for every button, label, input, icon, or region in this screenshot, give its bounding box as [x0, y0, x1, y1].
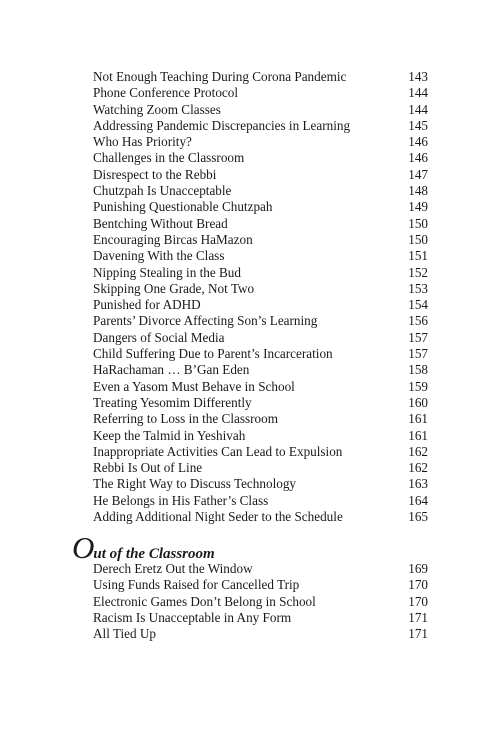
- toc-entry: [93, 330, 428, 346]
- toc-entry-page-number: 169: [408, 561, 428, 576]
- toc-entry-page-number: 164: [408, 492, 428, 508]
- toc-entry-title: Not Enough Teaching During Corona Pandemic: [93, 69, 347, 84]
- toc-entry: [93, 118, 428, 134]
- toc-entry: [93, 346, 428, 362]
- toc-entry: [93, 362, 428, 378]
- toc-entry: [93, 265, 428, 281]
- toc-entry: [93, 183, 428, 199]
- toc-entry-page-number: 144: [408, 85, 428, 101]
- toc-entry: [93, 411, 428, 427]
- toc-entry-page-number: 171: [408, 626, 428, 642]
- toc-list-out-of-classroom: [93, 561, 428, 642]
- toc-entry-page-number: 146: [408, 134, 428, 150]
- toc-entry-page-number: 143: [408, 69, 428, 84]
- toc-entry-page-number: 170: [408, 593, 428, 609]
- toc-entry: [93, 460, 428, 476]
- toc-entry-title: Punished for ADHD: [93, 297, 201, 313]
- toc-entry-page-number: 171: [408, 609, 428, 625]
- toc-entry-page-number: 154: [408, 297, 428, 313]
- toc-entry: [93, 444, 428, 460]
- toc-entry-title: All Tied Up: [93, 626, 157, 642]
- toc-entry-title: Chutzpah Is Unacceptable: [93, 183, 232, 199]
- toc-entry-title: Punishing Questionable Chutzpah: [93, 199, 273, 215]
- toc-entry-title: The Right Way to Discuss Technology: [93, 476, 297, 492]
- toc-entry: [93, 232, 428, 248]
- toc-entry: [93, 561, 428, 577]
- toc-entry-page-number: 156: [408, 313, 428, 329]
- toc-entry: [93, 281, 428, 297]
- toc-entry: [93, 248, 428, 264]
- toc-entry-title: Disrespect to the Rebbi: [93, 166, 217, 182]
- toc-entry: [93, 85, 428, 101]
- toc-entry-page-number: 150: [408, 215, 428, 231]
- toc-entry-page-number: 161: [408, 427, 428, 443]
- toc-list-continued: [93, 69, 428, 525]
- toc-entry-page-number: 157: [408, 346, 428, 362]
- toc-entry-title: Dangers of Social Media: [93, 329, 225, 345]
- toc-entry-title: Watching Zoom Classes: [93, 101, 221, 117]
- toc-entry-title: Phone Conference Protocol: [93, 85, 239, 101]
- toc-entry-title: Keep the Talmid in Yeshivah: [93, 427, 246, 443]
- toc-entry-page-number: 148: [408, 183, 428, 199]
- toc-entry: [93, 313, 428, 329]
- toc-entry: [93, 594, 428, 610]
- toc-entry-title: Electronic Games Don’t Belong in School: [93, 593, 316, 609]
- toc-entry-title: Rebbi Is Out of Line: [93, 460, 203, 476]
- toc-entry-title: Adding Additional Night Seder to the Schedule: [93, 509, 343, 525]
- toc-entry: [93, 134, 428, 150]
- toc-entry: [93, 199, 428, 215]
- toc-entry-title: Who Has Priority?: [93, 134, 192, 150]
- toc-entry-page-number: 159: [408, 378, 428, 394]
- toc-entry-title: Inappropriate Activities Can Lead to Expulsion: [93, 443, 343, 459]
- toc-entry-title: Nipping Stealing in the Bud: [93, 264, 241, 280]
- toc-entry-title: Treating Yesomim Differently: [93, 394, 252, 410]
- toc-entry-page-number: 170: [408, 577, 428, 593]
- toc-entry: [93, 610, 428, 626]
- toc-entry-page-number: 151: [408, 248, 428, 264]
- toc-entry-title: Using Funds Raised for Cancelled Trip: [93, 577, 300, 593]
- toc-entry: [93, 102, 428, 118]
- toc-entry-page-number: 165: [408, 509, 428, 525]
- toc-entry: [93, 577, 428, 593]
- toc-entry-title: Child Suffering Due to Parent’s Incarceration: [93, 346, 333, 362]
- toc-entry-title: Skipping One Grade, Not Two: [93, 280, 255, 296]
- toc-entry: [93, 509, 428, 525]
- toc-entry-page-number: 144: [408, 101, 428, 117]
- toc-entry-title: Referring to Loss in the Classroom: [93, 411, 278, 427]
- toc-entry-title: Even a Yasom Must Behave in School: [93, 378, 295, 394]
- toc-entry-page-number: 153: [408, 280, 428, 296]
- toc-entry: [93, 626, 428, 642]
- toc-entry-title: Racism Is Unacceptable in Any Form: [93, 609, 292, 625]
- toc-entry-page-number: 150: [408, 231, 428, 247]
- toc-entry: [93, 476, 428, 492]
- toc-entry-page-number: 145: [408, 117, 428, 133]
- toc-entry-page-number: 147: [408, 166, 428, 182]
- toc-entry: [93, 428, 428, 444]
- section-heading-rest: ut of the Classroom: [93, 546, 215, 562]
- toc-entry-page-number: 158: [408, 362, 428, 378]
- toc-entry-title: He Belongs in His Father’s Class: [93, 492, 269, 508]
- toc-entry-page-number: 152: [408, 264, 428, 280]
- toc-entry-page-number: 157: [408, 329, 428, 345]
- toc-entry: [93, 379, 428, 395]
- toc-entry-page-number: 163: [408, 476, 428, 492]
- toc-entry: [93, 216, 428, 232]
- toc-entry-title: Davening With the Class: [93, 248, 225, 264]
- toc-entry: [93, 150, 428, 166]
- toc-entry-title: Derech Eretz Out the Window: [93, 561, 253, 576]
- toc-entry: [93, 69, 428, 85]
- toc-entry: [93, 167, 428, 183]
- toc-entry-page-number: 160: [408, 394, 428, 410]
- toc-entry-title: Challenges in the Classroom: [93, 150, 245, 166]
- toc-entry: [93, 395, 428, 411]
- toc-entry-title: Encouraging Bircas HaMazon: [93, 231, 253, 247]
- toc-entry-page-number: 162: [408, 443, 428, 459]
- toc-entry-page-number: 162: [408, 460, 428, 476]
- toc-entry-page-number: 146: [408, 150, 428, 166]
- toc-entry: [93, 297, 428, 313]
- toc-entry: [93, 493, 428, 509]
- toc-entry-title: Addressing Pandemic Discrepancies in Learning: [93, 117, 351, 133]
- toc-entry-title: Parents’ Divorce Affecting Son’s Learning: [93, 313, 318, 329]
- toc-entry-title: Bentching Without Bread: [93, 215, 228, 231]
- toc-entry-page-number: 149: [408, 199, 428, 215]
- toc-entry-page-number: 161: [408, 411, 428, 427]
- toc-entry-title: HaRachaman … B’Gan Eden: [93, 362, 250, 378]
- section-heading-initial: O: [72, 530, 95, 565]
